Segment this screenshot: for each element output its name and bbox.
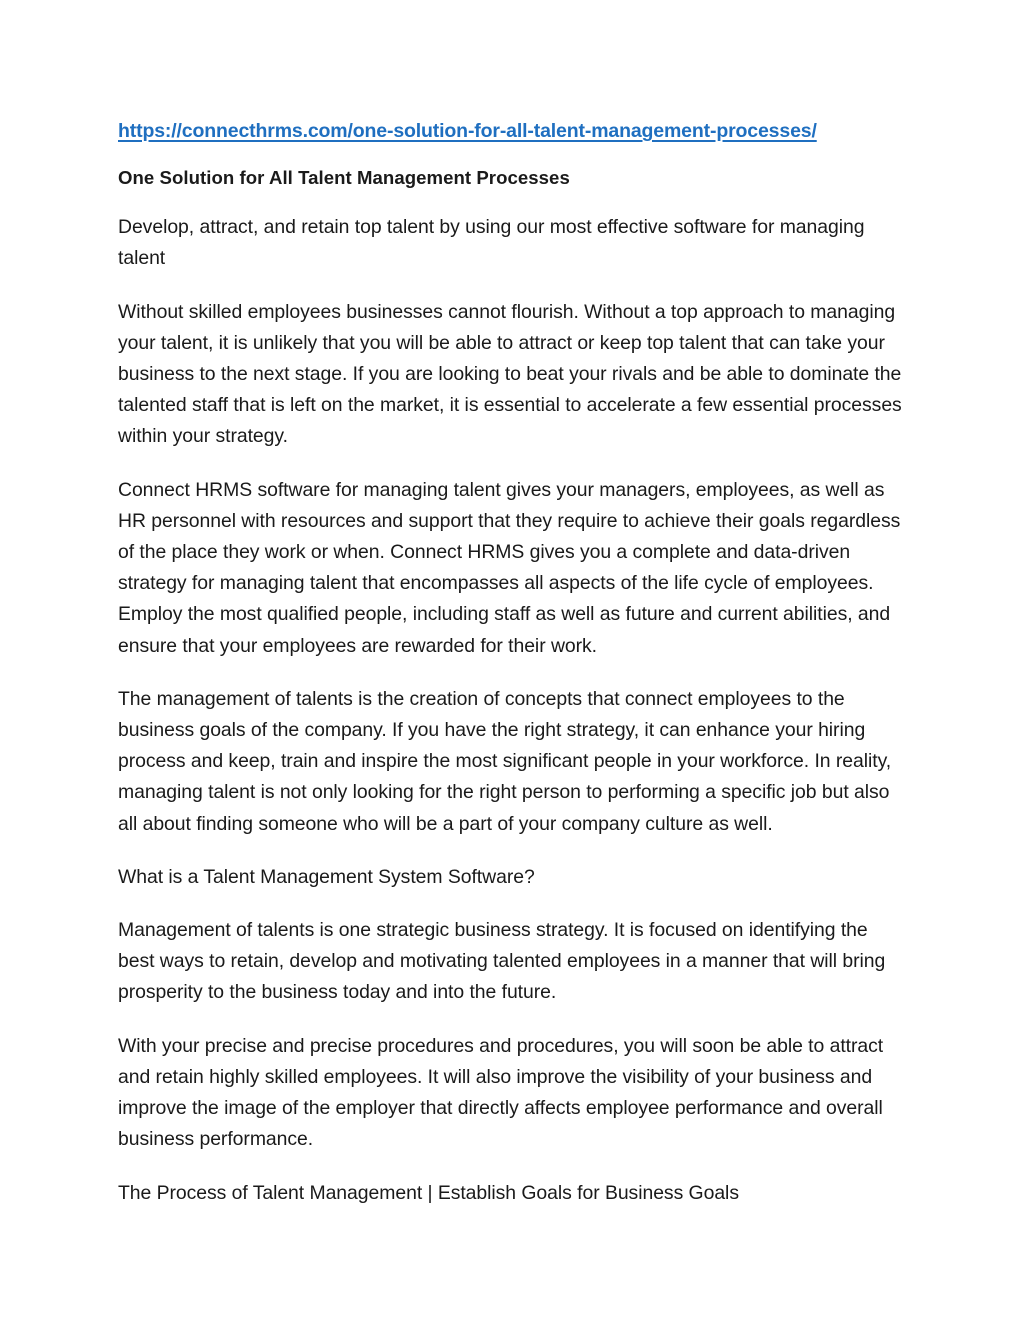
page-title: One Solution for All Talent Management Processes	[118, 167, 570, 189]
paragraph-intro: Develop, attract, and retain top talent by using our most effective software for managing talent	[118, 216, 865, 270]
paragraph-precise-procedures: With your precise and precise procedures and procedures, you will soon be able to attract and retain highly skilled employees. It will also improve the visibility of your business and improve the image of the employer that directly affects employee performance and overall business performance.	[118, 1034, 884, 1151]
document-body	[118, 118, 904, 1209]
paragraph-management-of-talents: The management of talents is the creation of concepts that connect employees to the business goals of the company. If you have the right strategy, it can enhance your hiring process and keep, train and inspire the most significant people in your workforce. In reality, managing talent is not only looking for the right person to performing a specific job but also all about finding someone who will be a part of your company culture as well.	[118, 687, 892, 835]
paragraph-connect-hrms-software: Connect HRMS software for managing talent gives your managers, employees, as well as HR personnel with resources and support that they require to achieve their goals regardless of the place they work or when. Connect HRMS gives you a complete and data-driven strategy for managing talent that encompasses all aspects of the life cycle of employees. Employ the most qualified people, including staff as well as future and current abilities, and ensure that your employees are rewarded for their work.	[118, 478, 901, 657]
paragraph-without-skilled-employees: Without skilled employees businesses cannot flourish. Without a top approach to managing your talent, it is unlikely that you will be able to attract or keep top talent that can take your business to the next stage. If you are looking to beat your rivals and be able to dominate the talented staff that is left on the market, it is essential to accelerate a few essential processes within your strategy.	[118, 300, 902, 448]
section-heading-what-is-tms: What is a Talent Management System Software?	[118, 865, 535, 888]
source-url-link[interactable]: https://connecthrms.com/one-solution-for-all-talent-management-processes/	[118, 120, 817, 142]
paragraph-strategic-business-strategy: Management of talents is one strategic business strategy. It is focused on identifying the best ways to retain, develop and motivating talented employees in a manner that will bring prosperity to the business today and into the future.	[118, 919, 886, 1004]
section-heading-process-of-talent-management: The Process of Talent Management | Establish Goals for Business Goals	[118, 1181, 739, 1204]
